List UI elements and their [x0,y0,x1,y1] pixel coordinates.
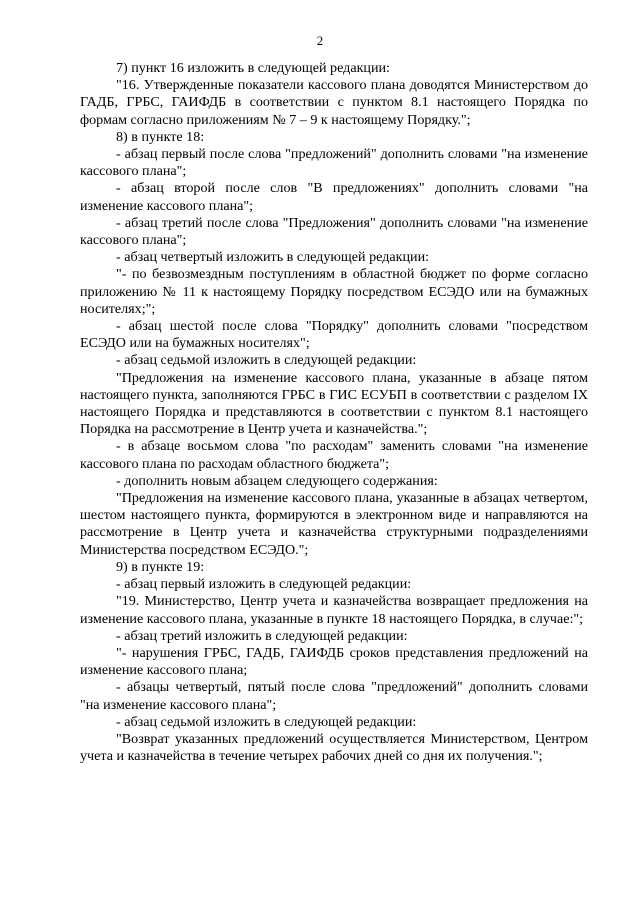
paragraph: "Предложения на изменение кассового плана, указанные в абзаце пятом настоящего пункта, заполняются ГРБС в ГИС ЕСУБП в соответствии с разделом IX настоящего Порядка и представляются в соответствии с пунктом 8.1 настоящего Порядка на рассмотрение в Центр учета и казначейства."; [80,369,588,438]
paragraph: - абзац третий изложить в следующей редакции: [116,627,408,644]
paragraph: - абзацы четвертый, пятый после слова "предложений" дополнить словами "на изменение кассового плана"; [80,679,588,713]
paragraph: - дополнить новым абзацем следующего содержания: [116,472,438,489]
paragraph: "19. Министерство, Центр учета и казначейства возвращает предложения на изменение кассового плана, указанные в пункте 18 настоящего Порядка, в случае:"; [80,593,588,627]
document-body [80,60,588,765]
paragraph: - абзац четвертый изложить в следующей редакции: [116,249,430,266]
paragraph: 9) в пункте 19: [116,558,205,575]
paragraph: "- нарушения ГРБС, ГАДБ, ГАИФДБ сроков представления предложений на изменение кассового плана; [80,644,588,679]
paragraph: - абзац первый после слова "предложений" дополнить словами "на изменение кассового плана"; [80,146,588,180]
page-number: 2 [316,33,324,48]
paragraph: 7) пункт 16 изложить в следующей редакции: [116,60,390,76]
paragraph: - абзац седьмой изложить в следующей редакции: [116,352,417,369]
paragraph: 8) в пункте 18: [116,128,205,145]
paragraph: - абзац седьмой изложить в следующей редакции: [116,713,417,730]
paragraph: "Возврат указанных предложений осуществляется Министерством, Центром учета и казначейства в течение четырех рабочих дней со дня их получения."; [80,730,588,765]
paragraph: - в абзаце восьмом слова "по расходам" заменить словами "на изменение кассового плана по расходам областного бюджета"; [80,438,588,472]
paragraph: "- по безвозмездным поступлениям в областной бюджет по форме согласно приложению № 11 к настоящему Порядку посредством ЕСЭДО или на бумажных носителях;"; [80,266,588,317]
paragraph: - абзац первый изложить в следующей редакции: [116,576,412,593]
paragraph: - абзац второй после слов "В предложениях" дополнить словами "на изменение кассового плана"; [80,180,588,214]
paragraph: "16. Утвержденные показатели кассового плана доводятся Министерством до ГАДБ, ГРБС, ГАИФДБ в соответствии с пунктом 8.1 настоящего Порядка по формам согласно приложениям № 7 – 9 к настоящему Порядку."; [80,77,588,128]
paragraph: "Предложения на изменение кассового плана, указанные в абзацах четвертом, шестом настоящего пункта, формируются в электронном виде и направляются на рассмотрение в Центр учета и казначейства структурными подразделениями Министерства посредством ЕСЭДО."; [80,490,588,558]
paragraph: - абзац третий после слова "Предложения" дополнить словами "на изменение кассового плана"; [80,214,588,249]
paragraph: - абзац шестой после слова "Порядку" дополнить словами "посредством ЕСЭДО или на бумажных носителях"; [80,318,588,352]
